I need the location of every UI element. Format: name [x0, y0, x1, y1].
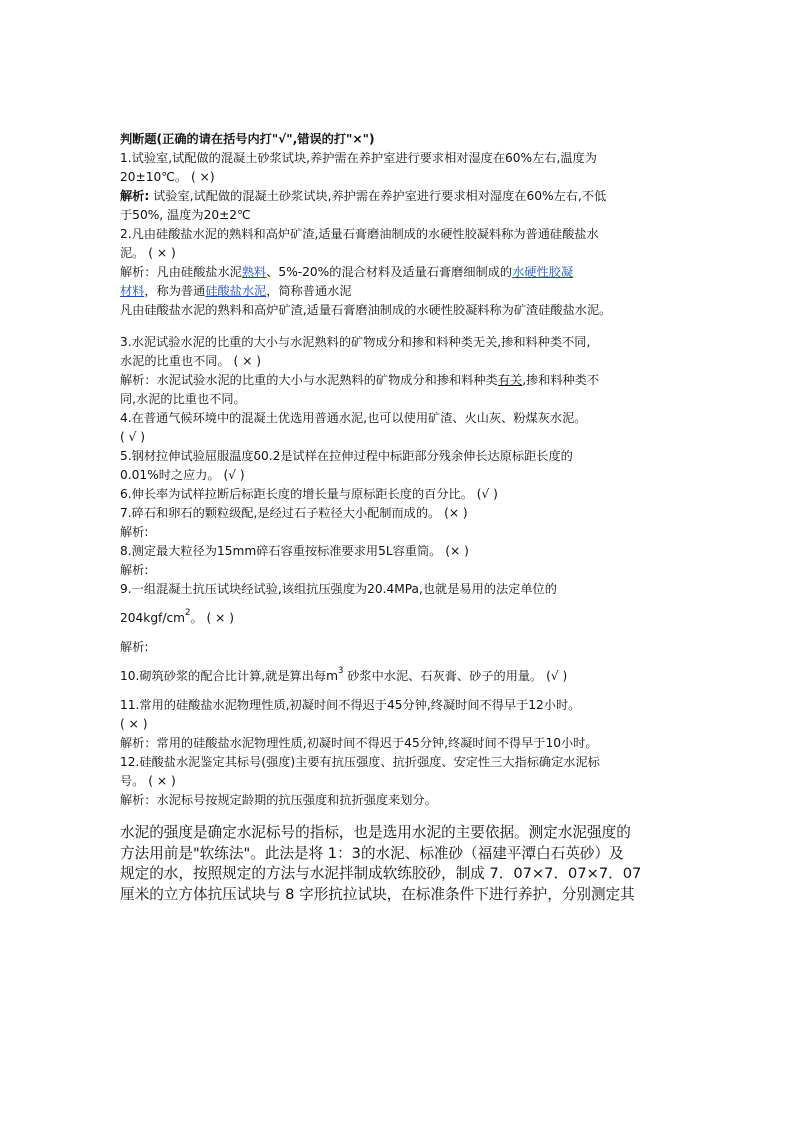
question-10 — [120, 667, 685, 686]
question-7-explanation: 解析: — [120, 525, 149, 539]
explanation-text: ，称为普通 — [144, 284, 206, 298]
question-6: 6.伸长率为试样拉断后标距长度的增长量与原标距长度的百分比。 (√ ) — [120, 487, 498, 501]
link-portland-cement[interactable]: 硅酸盐水泥 — [205, 284, 267, 298]
question-1-explanation-line-2: 于50%, 温度为20±2℃ — [120, 208, 251, 222]
spacer — [120, 320, 685, 333]
question-12-line-2: 号。 ( × ) — [120, 774, 176, 788]
question-1-explanation-line-1 — [120, 187, 685, 206]
question-2-explanation-line-1 — [120, 263, 685, 282]
question-2-line-1: 2.凡由硅酸盐水泥的熟料和高炉矿渣,适量石膏磨油制成的水硬性胶凝料称为普通硅酸盐水 — [120, 227, 599, 241]
spacer — [120, 628, 685, 638]
question-2-explanation-line-2 — [120, 282, 685, 301]
paragraph-line-4: 厘米的立方体抗压试块与 8 字形抗拉试块，在标准条件下进行养护，分别测定其 — [120, 885, 635, 903]
link-clinker[interactable]: 熟料 — [241, 265, 267, 279]
question-12-explanation: 解析：水泥标号按规定龄期的抗压强度和抗折强度来划分。 — [120, 793, 437, 807]
question-9-explanation: 解析: — [120, 640, 149, 654]
superscript: 3 — [337, 666, 344, 676]
question-8: 8.测定最大粒径为15mm碎石容重按标准要求用5L容重筒。 (× ) — [120, 544, 469, 558]
explanation-text: 试验室,试配做的混凝土砂浆试块,养护需在养护室进行要求相对湿度在60%左右,不低 — [149, 189, 607, 203]
question-text: 10.砌筑砂浆的配合比计算,就是算出每 — [120, 669, 327, 683]
paragraph-line-1: 水泥的强度是确定水泥标号的指标，也是选用水泥的主要依据。测定水泥强度的 — [120, 824, 631, 841]
document-page — [120, 130, 685, 905]
question-11-line-2: ( × ) — [120, 717, 148, 731]
question-7: 7.碎石和卵石的颗粒级配,是经过石子粒径大小配制而成的。 (× ) — [120, 506, 468, 520]
paragraph-line-2: 方法用前是"软练法"。此法是将 1：3的水泥、标准砂（福建平潭白石英砂）及 — [120, 844, 624, 862]
question-9-line-1: 9.一组混凝土抗压试块经试验,该组抗压强度为20.4MPa,也就是易用的法定单位的 — [120, 582, 557, 596]
underlined-text: 有关 — [497, 373, 523, 387]
section-title: 判断题(正确的请在括号内打"√",错误的打"×") — [120, 132, 375, 146]
question-1-line-1: 1.试验室,试配做的混凝土砂浆试块,养护需在养护室进行要求相对湿度在60%左右,温度为 — [120, 151, 597, 165]
spacer — [120, 686, 685, 696]
question-2-extra-statement: 凡由硅酸盐水泥的熟料和高炉矿渣,适量石膏磨油制成的水硬性胶凝料称为矿渣硅酸盐水泥。 — [120, 303, 612, 317]
explanation-text: ，简称普通水泥 — [266, 284, 352, 298]
question-3-explanation-line-2: 同,水泥的比重也不同。 — [120, 392, 246, 406]
question-3-line-1: 3.水泥试验水泥的比重的大小与水泥熟料的矿物成分和掺和料种类无关,掺和料种类不同, — [120, 335, 591, 349]
question-4-line-2: ( √ ) — [120, 430, 146, 444]
question-1-line-2: 20±10℃。 ( ×) — [120, 170, 215, 184]
spacer — [120, 810, 685, 823]
spacer — [120, 599, 685, 609]
unit-text: m — [326, 669, 338, 683]
paragraph-line-3: 规定的水，按照规定的方法与水泥拌制成软练胶砂，制成 7．07×7．07×7．07 — [120, 865, 642, 883]
question-2-line-2: 泥。 ( × ) — [120, 246, 176, 260]
question-4-line-1: 4.在普通气候环境中的混凝土优选用普通水泥,也可以使用矿渣、火山灰、粉煤灰水泥。 — [120, 411, 587, 425]
question-5-line-1: 5.钢材拉伸试验屈服温度δ0.2是试样在拉伸过程中标距部分残余伸长达原标距长度的 — [120, 449, 573, 463]
link-material[interactable]: 材料 — [120, 284, 145, 298]
question-11-explanation: 解析：常用的硅酸盐水泥物理性质,初凝时间不得迟于45分钟,终凝时间不得早于10小时。 — [120, 736, 598, 750]
superscript: 2 — [185, 608, 191, 618]
question-3-explanation-line-1 — [120, 371, 685, 390]
explanation-text: ,掺和料种类不 — [522, 373, 600, 387]
explanation-label: 解析: — [120, 189, 150, 203]
question-5-line-2: 0.01%时之应力。 (√ ) — [120, 468, 245, 482]
question-text: 砂浆中水泥、石灰膏、砂子的用量。 (√ ) — [343, 669, 568, 683]
unit-text: 204kgf/cm — [120, 611, 186, 625]
explanation-text: 解析：水泥试验水泥的比重的大小与水泥熟料的矿物成分和掺和料种类 — [120, 373, 498, 387]
question-3-line-2: 水泥的比重也不同。 ( × ) — [120, 354, 262, 368]
spacer — [120, 657, 685, 667]
link-hydraulic-binder[interactable]: 水硬性胶凝 — [512, 265, 574, 279]
question-12-line-1: 12.硅酸盐水泥鉴定其标号(强度)主要有抗压强度、抗折强度、安定性三大指标确定水泥标 — [120, 755, 600, 769]
explanation-text: 、5%-20%的混合材料及适量石膏磨细制成的 — [266, 265, 513, 279]
question-8-explanation: 解析: — [120, 563, 149, 577]
question-9-line-2 — [120, 609, 685, 628]
explanation-text: 解析：凡由硅酸盐水泥 — [120, 265, 242, 279]
answer-text: 。 ( × ) — [190, 611, 234, 625]
question-11-line-1: 11.常用的硅酸盐水泥物理性质,初凝时间不得迟于45分钟,终凝时间不得早于12小时。 — [120, 698, 581, 712]
